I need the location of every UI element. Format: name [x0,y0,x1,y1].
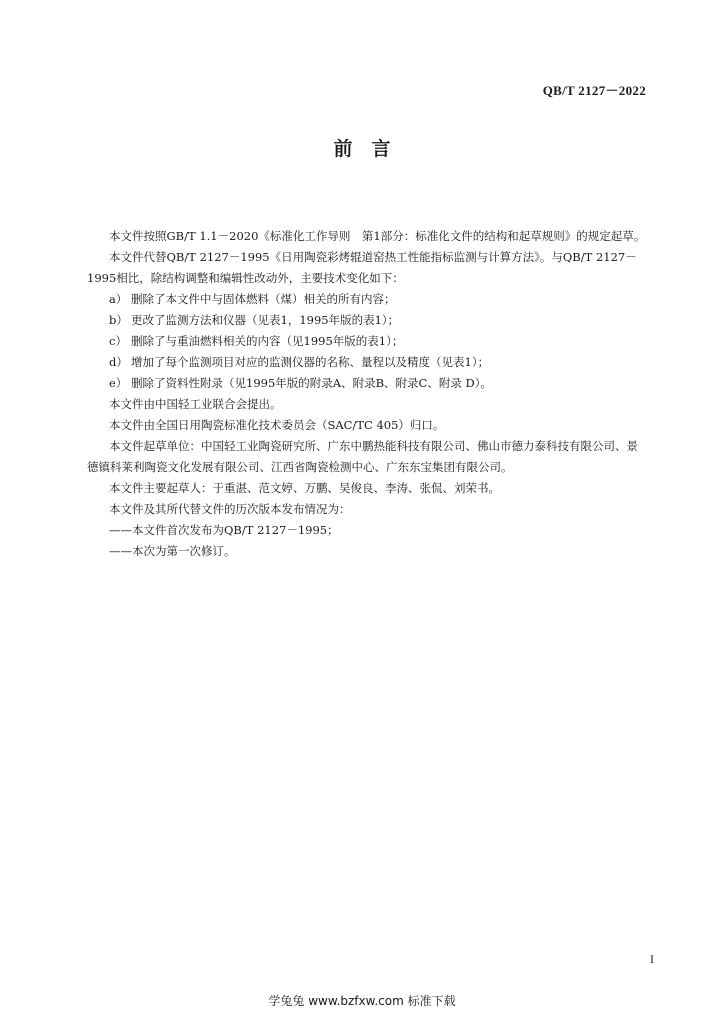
footer-watermark: 学兔兔 www.bzfxw.com 标准下载 [268,994,456,1008]
list-item-text: 删除了本文件中与固体燃料（煤）相关的所有内容； [131,292,396,306]
foreword-body [87,226,647,562]
page-number: I [650,952,654,966]
list-item [87,373,647,394]
paragraph-proposer: 本文件由中国轻工业联合会提出。 [109,397,282,411]
list-item-text: 增加了每个监测项目对应的监测仪器的名称、量程以及精度（见表1）； [131,355,490,369]
paragraph-committee: 本文件由全国日用陶瓷标准化技术委员会（SAC/TC 405）归口。 [109,418,445,432]
list-marker: e） [109,376,128,390]
list-item [87,310,647,331]
list-marker: d） [109,355,128,369]
list-item [87,331,647,352]
list-item [87,289,647,310]
history-item: ——本次为第一次修订。 [109,544,236,558]
list-item-text: 更改了监测方法和仪器（见表1，1995年版的表1）； [131,313,400,327]
paragraph-drafting-units: 本文件起草单位：中国轻工业陶瓷研究所、广东中鹏热能科技有限公司、佛山市德力泰科技有限公司、景德镇科莱利陶瓷文化发展有限公司、江西省陶瓷检测中心、广东东宝集团有限公司。 [87,439,638,474]
page-title: 前 言 [333,138,391,160]
list-marker: c） [109,334,127,348]
list-item [87,352,647,373]
standard-code: QB/T 2127－2022 [542,83,646,98]
paragraph-drafters: 本文件主要起草人：于重湛、范文婷、万鹏、吴俊良、李涛、张侃、刘荣书。 [109,481,500,495]
paragraph-history-intro: 本文件及其所代替文件的历次版本发布情况为： [109,502,351,516]
paragraph-drafting-rules: 本文件按照GB/T 1.1－2020《标准化工作导则 第1部分：标准化文件的结构和起草规则》的规定起草。 [109,229,646,243]
list-item-text: 删除了资料性附录（见1995年版的附录A、附录B、附录C、附录 D）。 [131,376,492,390]
paragraph-replaces: 本文件代替QB/T 2127－1995《日用陶瓷彩烤辊道窑热工性能指标监测与计算方法》。与QB/T 2127－1995相比，除结构调整和编辑性改动外，主要技术变化如下： [87,250,637,285]
list-marker: b） [109,313,128,327]
history-item: ——本文件首次发布为QB/T 2127－1995； [109,523,339,537]
list-item-text: 删除了与重油燃料相关的内容（见1995年版的表1）； [131,334,404,348]
list-marker: a） [109,292,128,306]
